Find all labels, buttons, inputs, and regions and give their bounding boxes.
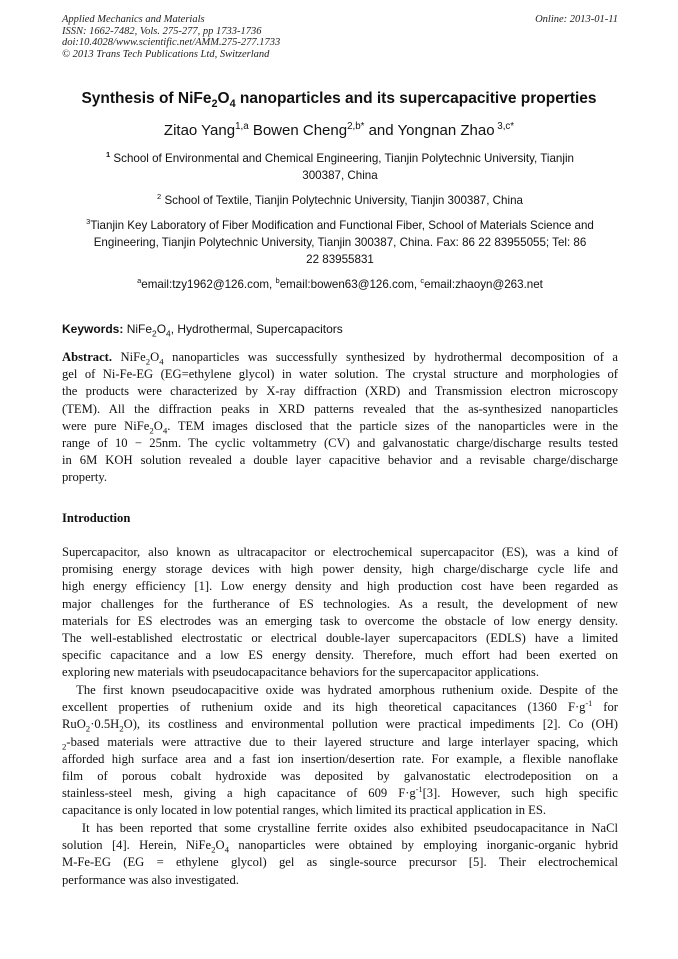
affiliation-3: $^3$Tianjin Key Laboratory of Fiber Modification and Functional Fiber, School of Materials Science and Engineering, Tianjin Polytechnic University, Tianjin 300387, China. Fax: 86 22 83955055; Tel: 86 22 83955831 — [86, 217, 594, 266]
journal-issn: ISSN: 1662-7482, Vols. 275-277, pp 1733-1736 — [62, 25, 262, 37]
author-list: Zitao Yang$^{1,a}$ Bowen Cheng$^{2,b*}$ and Yongnan Zhao $^{3,c*}$ — [163, 121, 515, 139]
journal-name: Applied Mechanics and Materials — [62, 14, 205, 25]
author-2: Bowen Cheng — [252, 122, 348, 139]
keywords: Keywords: $NiFe_2O_4$, Hydrothermal, Supercapacitors — [62, 322, 343, 339]
intro-line: major challenges for the furtherance of ES technologies. As a result, the development of new — [62, 596, 618, 611]
intro-line: promising energy storage devices with high power density, high charge/discharge cycle life and — [62, 562, 618, 577]
intro-line: materials for ES electrodes was an emerging task to overcome the obstacle of low energy density. — [62, 613, 618, 628]
intro-line: $_2$-based materials were attractive due to their layered structure and large interlayer spacing, which — [62, 734, 618, 752]
author-3: Yongnan Zhao — [397, 122, 495, 139]
intro-line: The first known pseudocapacitive oxide was hydrated amorphous ruthenium oxide. Despite of the — [62, 683, 618, 697]
intro-line: The well-established electrostatic or electrical double-layer supercapacitors (EDLS) have a limited — [62, 630, 618, 645]
intro-paragraph-1 — [62, 544, 618, 682]
intro-line: excellent properties of ruthenium oxide and its high theoretical capacitances (1360 $F\cdot g^{-1}$ for — [62, 699, 618, 715]
intro-line: $RuO_2\cdot 0.5H_2O$), its costliness and environmental pollution were practical impediments [2]. Co (OH) — [62, 717, 618, 734]
intro-line: capacitance is only located in low potential ranges, which limited its practical application in ES. — [62, 803, 547, 818]
affiliation-2: $^2$ School of Textile, Tianjin Polytechnic University, Tianjin 300387, China — [157, 192, 523, 207]
abstract-line: gel of Ni-Fe-EG (EG=ethylene glycol) in water solution. The crystal structure and morphologies of — [62, 367, 618, 382]
journal-doi: doi:10.4028/www.scientific.net/AMM.275-277.1733 — [62, 37, 281, 48]
abstract-line: in 6M KOH solution revealed a double layer capacitive behavior and a revisable charge/discharge — [62, 453, 618, 468]
intro-paragraph-3 — [62, 820, 618, 889]
abstract-line: Abstract. $NiFe_2O_4$ nanoparticles was successfully synthesized by hydrothermal decomposition of a — [62, 350, 618, 367]
section-heading-introduction: Introduction — [62, 511, 131, 525]
abstract-line: range of 10 − 25nm. The cyclic voltammetry (CV) and galvanostatic charge/discharge results tested — [62, 435, 618, 450]
paper-title: Synthesis of $NiFe_2O_4$ nanoparticles and its supercapacitive properties — [81, 90, 597, 111]
intro-line: M-Fe-EG (EG = ethylene glycol) gel as single-source precursor [5]. Their electrochemical — [62, 855, 618, 870]
keywords-label: Keywords: — [62, 322, 124, 336]
intro-line: Supercapacitor, also known as ultracapacitor or electrochemical supercapacitor (ES), was a kind of — [62, 545, 618, 559]
intro-paragraph-2 — [62, 682, 618, 820]
intro-line: It has been reported that some crystalline ferrite oxides also exhibited pseudocapacitance in NaCl — [62, 821, 618, 835]
intro-line: film of porous cobalt hydroxide was deposited by galvanostatic electrodeposition on a — [62, 768, 618, 783]
author-1: Zitao Yang — [163, 122, 236, 139]
intro-line: afforded high surface area and a fast ion insertion/desertion rate. For example, a flexible nanoflake — [62, 751, 618, 766]
intro-line: solution [4]. Herein, $NiFe_2O_4$ nanoparticles were obtained by employing inorganic-organic hybrid — [62, 838, 618, 855]
abstract-line: property. — [62, 470, 107, 485]
intro-line: performance was also investigated. — [62, 872, 239, 887]
journal-header — [62, 14, 618, 60]
intro-line: high energy efficiency [1]. Low energy density and high production cost have been regarded as — [62, 579, 618, 594]
journal-copyright: © 2013 Trans Tech Publications Ltd, Switzerland — [62, 48, 270, 60]
abstract — [62, 349, 618, 487]
abstract-line: were pure $NiFe_2O_4$. TEM images disclosed that the particle sizes of the nanoparticles were in the — [62, 418, 618, 436]
author-emails: $^a$email:tzy1962@126.com, $^b$email:bowen63@126.com, $^c$email:zhaoyn@263.net — [137, 276, 543, 291]
online-date: Online: 2013-01-11 — [535, 14, 618, 25]
abstract-line: the products were characterized by X-ray diffraction (XRD) and Transmission electron microscopy — [62, 384, 618, 399]
intro-line: stainless-steel mesh, giving a high capacitance of 609 $F\cdot g^{-1}[3]$. However, such high specific — [62, 784, 618, 801]
abstract-line: (TEM). All the diffraction peaks in XRD patterns revealed that the as-synthesized nanoparticles — [62, 401, 618, 416]
affiliation-1: $^1$ School of Environmental and Chemical Engineering, Tianjin Polytechnic University, Tianjin 300387, China — [106, 150, 574, 182]
intro-line: exploring new materials with pseudocapacitance behaviors for the supercapacitor applications. — [62, 665, 539, 680]
intro-line: specific capacitance and a low ES energy density. Therefore, much effort had been exerted on — [62, 648, 618, 663]
